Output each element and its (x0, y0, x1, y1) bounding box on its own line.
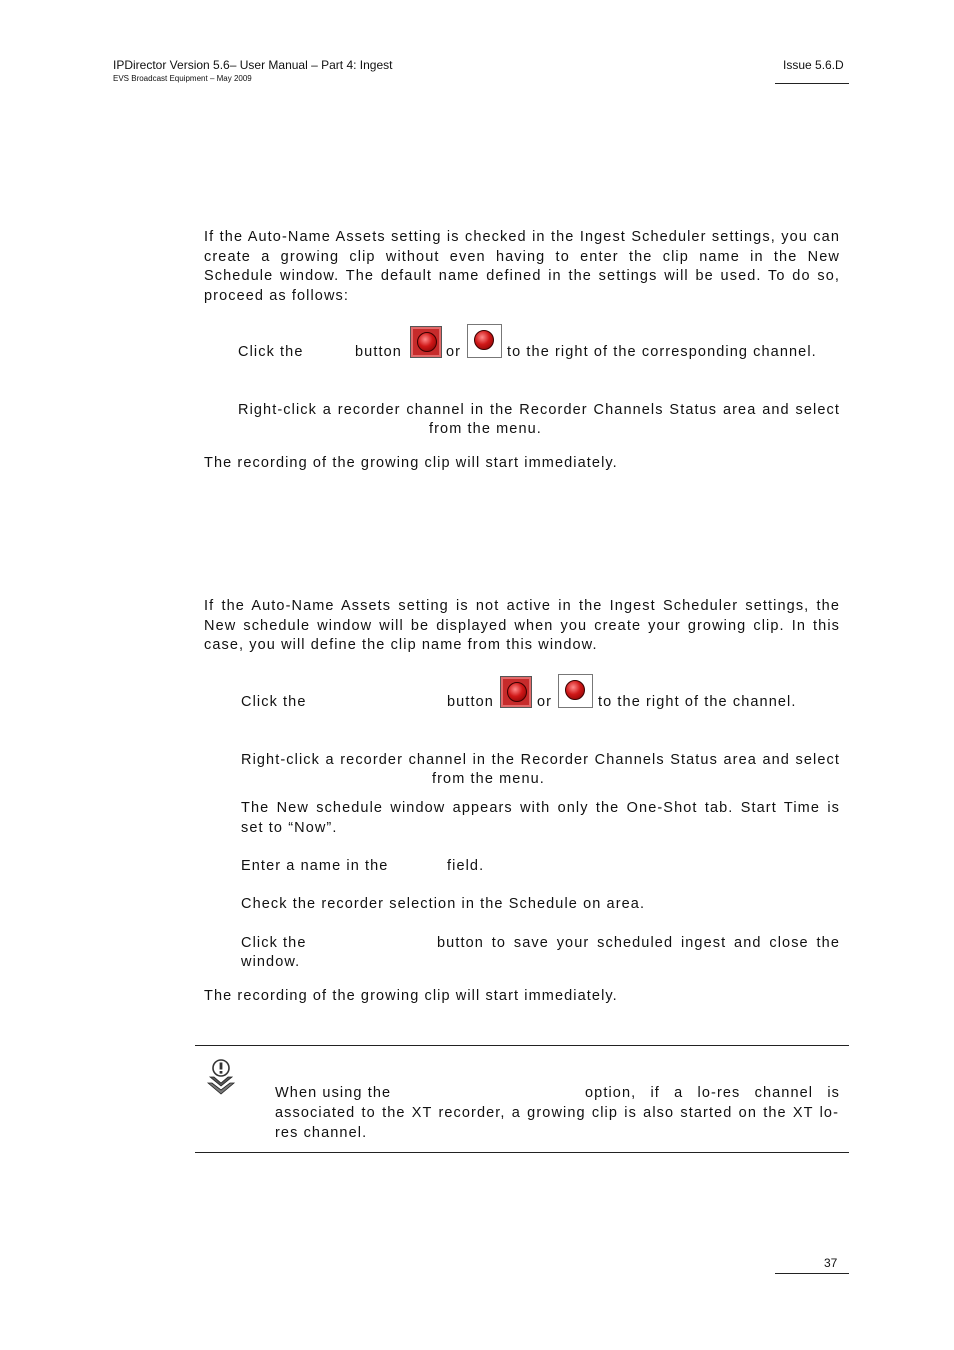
section2-step1-or: or (537, 694, 553, 710)
section2-result: The recording of the growing clip will start immediately. (204, 988, 618, 1004)
section2-step6-start: Click the (241, 935, 307, 951)
record-button-icon[interactable] (410, 326, 442, 358)
header-rule (775, 83, 849, 84)
record-dot-icon (507, 682, 527, 702)
section2-step5: Check the recorder selection in the Schedule on area. (241, 896, 646, 912)
section2-step3: The New schedule window appears with only the One-Shot tab. Start Time is set to “Now”. (241, 800, 840, 836)
record-button-icon[interactable] (500, 676, 532, 708)
record-dot-icon (474, 330, 494, 350)
section2-step4-start: Enter a name in the (241, 858, 389, 874)
header-subtitle: EVS Broadcast Equipment – May 2009 (113, 74, 252, 83)
section2-step6-end: window. (241, 954, 301, 970)
record-dot-icon (565, 680, 585, 700)
warning-note-icon (204, 1058, 238, 1098)
note-text: associated to the XT recorder, a growing clip is also started on the XT lo-res channel. (275, 1105, 839, 1141)
section2-step1-button-word: button (447, 694, 494, 710)
header-issue: Issue 5.6.D (783, 58, 844, 72)
note-top-rule (195, 1045, 849, 1046)
record-button-alt-icon[interactable] (467, 324, 502, 358)
section2-step2-end: from the menu. (432, 771, 545, 787)
record-button-alt-icon[interactable] (558, 674, 593, 708)
section1-intro: If the Auto-Name Assets setting is checked in the Ingest Scheduler settings, you can create a growing clip without even having to enter the clip name in the New Schedule window. The default name defined in the settings will be used. To do so, proceed as follows: (204, 229, 840, 304)
section2-step1-start: Click the (241, 694, 307, 710)
section1-step2-end: from the menu. (429, 421, 542, 437)
header-title: IPDirector Version 5.6– User Manual – Part 4: Ingest (113, 58, 393, 72)
footer-rule (775, 1273, 849, 1274)
section2-step4-end: field. (447, 858, 485, 874)
section2-intro: If the Auto-Name Assets setting is not active in the Ingest Scheduler settings, the New schedule window will be displayed when you create your growing clip. In this case, you will define the clip name from this window. (204, 598, 840, 653)
section1-step1-end: to the right of the corresponding channel. (507, 344, 817, 360)
section2-step6-middle: button to save your scheduled ingest and close the (437, 935, 840, 951)
section2-step2: Right-click a recorder channel in the Recorder Channels Status area and select (241, 752, 840, 768)
note-line1-start: When using the (275, 1085, 392, 1101)
record-dot-icon (417, 332, 437, 352)
note-bottom-rule (195, 1152, 849, 1153)
section1-step1-button-word: button (355, 344, 402, 360)
section1-step1-start: Click the (238, 344, 304, 360)
note-line1-end: option, if a lo-res channel is (585, 1085, 840, 1101)
section1-step1-or: or (446, 344, 462, 360)
section1-result: The recording of the growing clip will start immediately. (204, 455, 618, 471)
section1-step2: Right-click a recorder channel in the Recorder Channels Status area and select (238, 402, 840, 418)
section2-step1-end: to the right of the channel. (598, 694, 797, 710)
page-number: 37 (824, 1256, 838, 1270)
